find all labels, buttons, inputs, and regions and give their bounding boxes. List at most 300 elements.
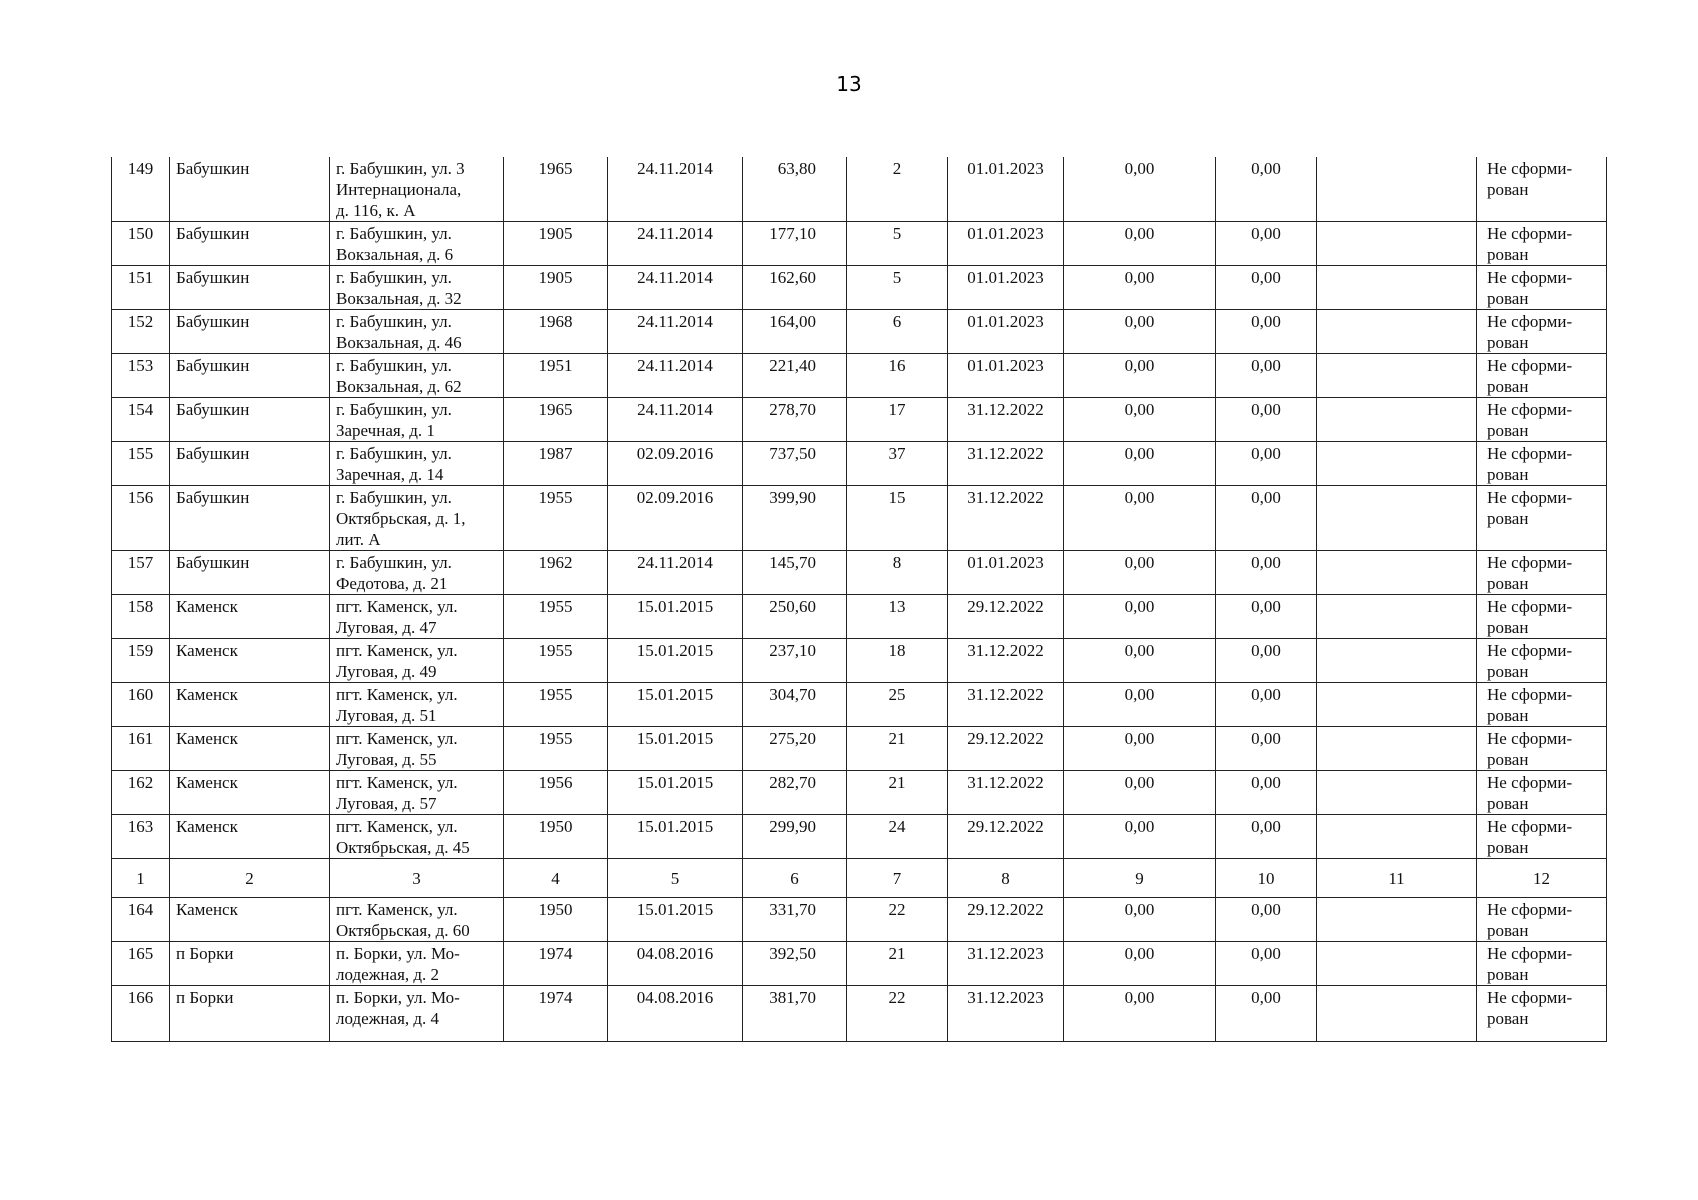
cell-recognition-date: 04.08.2016 (608, 942, 743, 986)
cell-settlement: Каменск (170, 683, 330, 727)
cell-col-11 (1317, 266, 1477, 310)
cell-col-10: 0,00 (1216, 551, 1317, 595)
cell-address-line: пгт. Каменск, ул. (336, 685, 458, 704)
cell-year-built: 1950 (504, 815, 608, 859)
cell-year-built: 1951 (504, 354, 608, 398)
cell-area: 392,50 (743, 942, 847, 986)
cell-year-built: 1955 (504, 727, 608, 771)
cell-col-10: 0,00 (1216, 815, 1317, 859)
table-body-part-1 (112, 157, 1607, 859)
cell-deadline: 29.12.2022 (948, 898, 1064, 942)
cell-status (1477, 266, 1607, 310)
cell-col-11 (1317, 639, 1477, 683)
cell-row-number: 160 (112, 683, 170, 727)
column-number: 8 (948, 859, 1064, 898)
cell-status-line: рован (1487, 750, 1529, 769)
cell-settlement: Бабушкин (170, 354, 330, 398)
cell-deadline: 01.01.2023 (948, 354, 1064, 398)
cell-address-line: Федотова, д. 21 (336, 574, 448, 593)
cell-address (330, 442, 504, 486)
cell-recognition-date: 02.09.2016 (608, 442, 743, 486)
cell-deadline: 31.12.2022 (948, 683, 1064, 727)
cell-row-number: 161 (112, 727, 170, 771)
cell-residents: 21 (847, 771, 948, 815)
cell-status (1477, 551, 1607, 595)
table-row (112, 310, 1607, 354)
housing-register-table (111, 157, 1607, 1042)
cell-status-line: Не сформи- (1487, 773, 1573, 792)
cell-residents: 21 (847, 727, 948, 771)
cell-status-line: рован (1487, 965, 1529, 984)
cell-deadline: 01.01.2023 (948, 266, 1064, 310)
cell-col-9: 0,00 (1064, 898, 1216, 942)
cell-address-line: пгт. Каменск, ул. (336, 729, 458, 748)
cell-col-9: 0,00 (1064, 354, 1216, 398)
cell-status-line: Не сформи- (1487, 685, 1573, 704)
cell-row-number: 151 (112, 266, 170, 310)
table-row (112, 551, 1607, 595)
cell-deadline: 31.12.2022 (948, 398, 1064, 442)
cell-col-9: 0,00 (1064, 266, 1216, 310)
cell-address (330, 595, 504, 639)
cell-year-built: 1905 (504, 266, 608, 310)
cell-status-line: Не сформи- (1487, 356, 1573, 375)
cell-area: 275,20 (743, 727, 847, 771)
cell-col-10: 0,00 (1216, 727, 1317, 771)
cell-status-line: рован (1487, 333, 1529, 352)
cell-status-line: Не сформи- (1487, 159, 1573, 178)
cell-col-10: 0,00 (1216, 442, 1317, 486)
cell-area: 162,60 (743, 266, 847, 310)
cell-address (330, 222, 504, 266)
cell-status-line: Не сформи- (1487, 817, 1573, 836)
cell-residents: 16 (847, 354, 948, 398)
cell-address-line: г. Бабушкин, ул. 3 (336, 159, 465, 178)
cell-status (1477, 595, 1607, 639)
cell-status-line: рован (1487, 662, 1529, 681)
cell-year-built: 1955 (504, 639, 608, 683)
cell-col-11 (1317, 310, 1477, 354)
cell-status-line: рован (1487, 421, 1529, 440)
cell-address (330, 398, 504, 442)
cell-col-11 (1317, 222, 1477, 266)
cell-status-line: Не сформи- (1487, 312, 1573, 331)
cell-address-line: пгт. Каменск, ул. (336, 641, 458, 660)
cell-settlement: Бабушкин (170, 310, 330, 354)
column-number: 5 (608, 859, 743, 898)
cell-status (1477, 398, 1607, 442)
cell-address (330, 486, 504, 551)
cell-residents: 17 (847, 398, 948, 442)
cell-area: 282,70 (743, 771, 847, 815)
cell-status-line: рован (1487, 245, 1529, 264)
cell-col-10: 0,00 (1216, 486, 1317, 551)
cell-col-10: 0,00 (1216, 771, 1317, 815)
cell-deadline: 31.12.2022 (948, 639, 1064, 683)
cell-status (1477, 898, 1607, 942)
cell-deadline: 31.12.2023 (948, 986, 1064, 1042)
cell-deadline: 31.12.2023 (948, 942, 1064, 986)
cell-deadline: 29.12.2022 (948, 815, 1064, 859)
cell-row-number: 156 (112, 486, 170, 551)
cell-residents: 22 (847, 986, 948, 1042)
cell-recognition-date: 02.09.2016 (608, 486, 743, 551)
cell-deadline: 31.12.2022 (948, 771, 1064, 815)
cell-recognition-date: 15.01.2015 (608, 683, 743, 727)
cell-area: 237,10 (743, 639, 847, 683)
cell-col-11 (1317, 771, 1477, 815)
cell-address (330, 157, 504, 222)
cell-address (330, 815, 504, 859)
cell-col-10: 0,00 (1216, 157, 1317, 222)
table-body-part-2 (112, 898, 1607, 1042)
cell-row-number: 158 (112, 595, 170, 639)
cell-settlement: Бабушкин (170, 486, 330, 551)
cell-deadline: 29.12.2022 (948, 595, 1064, 639)
cell-address-line: Октябрьская, д. 60 (336, 921, 470, 940)
cell-address-line: Луговая, д. 51 (336, 706, 437, 725)
cell-col-11 (1317, 551, 1477, 595)
cell-address-line: г. Бабушкин, ул. (336, 312, 452, 331)
cell-recognition-date: 24.11.2014 (608, 354, 743, 398)
table-row (112, 157, 1607, 222)
cell-col-9: 0,00 (1064, 986, 1216, 1042)
cell-address (330, 727, 504, 771)
cell-status (1477, 942, 1607, 986)
cell-col-11 (1317, 986, 1477, 1042)
cell-settlement: Каменск (170, 595, 330, 639)
cell-row-number: 162 (112, 771, 170, 815)
cell-settlement: Бабушкин (170, 442, 330, 486)
cell-deadline: 01.01.2023 (948, 551, 1064, 595)
column-number: 2 (170, 859, 330, 898)
cell-year-built: 1965 (504, 398, 608, 442)
cell-col-11 (1317, 157, 1477, 222)
cell-status (1477, 486, 1607, 551)
cell-col-10: 0,00 (1216, 986, 1317, 1042)
cell-address-line: пгт. Каменск, ул. (336, 773, 458, 792)
cell-residents: 15 (847, 486, 948, 551)
cell-col-9: 0,00 (1064, 157, 1216, 222)
cell-area: 177,10 (743, 222, 847, 266)
cell-recognition-date: 04.08.2016 (608, 986, 743, 1042)
column-number-row (112, 859, 1607, 898)
cell-year-built: 1955 (504, 683, 608, 727)
cell-recognition-date: 15.01.2015 (608, 639, 743, 683)
cell-deadline: 01.01.2023 (948, 310, 1064, 354)
cell-col-11 (1317, 815, 1477, 859)
cell-address-line: г. Бабушкин, ул. (336, 400, 452, 419)
cell-residents: 5 (847, 222, 948, 266)
column-number: 10 (1216, 859, 1317, 898)
table-row (112, 222, 1607, 266)
cell-status-line: рован (1487, 509, 1529, 528)
cell-year-built: 1955 (504, 486, 608, 551)
cell-address (330, 683, 504, 727)
cell-address-line: Заречная, д. 1 (336, 421, 435, 440)
cell-col-11 (1317, 898, 1477, 942)
cell-recognition-date: 24.11.2014 (608, 398, 743, 442)
table-row (112, 354, 1607, 398)
cell-col-10: 0,00 (1216, 222, 1317, 266)
cell-col-9: 0,00 (1064, 486, 1216, 551)
cell-area: 737,50 (743, 442, 847, 486)
cell-status-line: рован (1487, 1009, 1529, 1028)
cell-status-line: рован (1487, 794, 1529, 813)
column-number: 11 (1317, 859, 1477, 898)
cell-col-9: 0,00 (1064, 815, 1216, 859)
table-row (112, 442, 1607, 486)
cell-address-line: лодежная, д. 4 (336, 1009, 440, 1028)
table-row (112, 986, 1607, 1042)
cell-area: 221,40 (743, 354, 847, 398)
cell-col-10: 0,00 (1216, 595, 1317, 639)
cell-status-line: рован (1487, 465, 1529, 484)
cell-address (330, 639, 504, 683)
cell-area: 399,90 (743, 486, 847, 551)
table-row (112, 486, 1607, 551)
cell-status (1477, 683, 1607, 727)
cell-address (330, 310, 504, 354)
column-number-row-group (112, 859, 1607, 898)
cell-recognition-date: 24.11.2014 (608, 266, 743, 310)
cell-year-built: 1905 (504, 222, 608, 266)
cell-col-9: 0,00 (1064, 771, 1216, 815)
cell-address-line: г. Бабушкин, ул. (336, 224, 452, 243)
cell-year-built: 1987 (504, 442, 608, 486)
cell-address-line: лит. А (336, 530, 381, 549)
cell-address-line: Вокзальная, д. 32 (336, 289, 462, 308)
cell-col-11 (1317, 595, 1477, 639)
column-number: 7 (847, 859, 948, 898)
cell-col-10: 0,00 (1216, 310, 1317, 354)
cell-address-line: Луговая, д. 47 (336, 618, 437, 637)
cell-address-line: Октябрьская, д. 1, (336, 509, 466, 528)
cell-recognition-date: 24.11.2014 (608, 310, 743, 354)
cell-status (1477, 157, 1607, 222)
cell-status-line: Не сформи- (1487, 444, 1573, 463)
cell-address-line: Луговая, д. 57 (336, 794, 437, 813)
cell-col-9: 0,00 (1064, 639, 1216, 683)
cell-recognition-date: 15.01.2015 (608, 815, 743, 859)
cell-address-line: д. 116, к. А (336, 201, 416, 220)
cell-status-line: Не сформи- (1487, 268, 1573, 287)
cell-residents: 8 (847, 551, 948, 595)
cell-status (1477, 986, 1607, 1042)
cell-address-line: Луговая, д. 55 (336, 750, 437, 769)
cell-residents: 24 (847, 815, 948, 859)
cell-status-line: рован (1487, 180, 1529, 199)
cell-row-number: 159 (112, 639, 170, 683)
cell-col-11 (1317, 942, 1477, 986)
cell-col-10: 0,00 (1216, 898, 1317, 942)
cell-row-number: 164 (112, 898, 170, 942)
cell-year-built: 1974 (504, 986, 608, 1042)
column-number: 12 (1477, 859, 1607, 898)
cell-status (1477, 639, 1607, 683)
cell-address (330, 354, 504, 398)
cell-residents: 2 (847, 157, 948, 222)
cell-col-11 (1317, 442, 1477, 486)
table-row (112, 683, 1607, 727)
cell-recognition-date: 15.01.2015 (608, 771, 743, 815)
cell-settlement: Бабушкин (170, 266, 330, 310)
cell-address-line: Вокзальная, д. 46 (336, 333, 462, 352)
table-row (112, 639, 1607, 683)
cell-residents: 21 (847, 942, 948, 986)
cell-status-line: рован (1487, 618, 1529, 637)
cell-status (1477, 222, 1607, 266)
table-row (112, 898, 1607, 942)
cell-residents: 13 (847, 595, 948, 639)
cell-status-line: рован (1487, 838, 1529, 857)
cell-recognition-date: 15.01.2015 (608, 727, 743, 771)
table-row (112, 771, 1607, 815)
cell-status-line: рован (1487, 289, 1529, 308)
cell-address-line: Вокзальная, д. 62 (336, 377, 462, 396)
cell-col-10: 0,00 (1216, 639, 1317, 683)
cell-year-built: 1962 (504, 551, 608, 595)
cell-address-line: лодежная, д. 2 (336, 965, 440, 984)
cell-year-built: 1968 (504, 310, 608, 354)
cell-deadline: 31.12.2022 (948, 442, 1064, 486)
cell-col-9: 0,00 (1064, 683, 1216, 727)
table-row (112, 815, 1607, 859)
cell-row-number: 166 (112, 986, 170, 1042)
cell-address (330, 986, 504, 1042)
cell-address-line: Интернационала, (336, 180, 462, 199)
cell-area: 299,90 (743, 815, 847, 859)
cell-year-built: 1956 (504, 771, 608, 815)
cell-address-line: г. Бабушкин, ул. (336, 444, 452, 463)
cell-status-line: Не сформи- (1487, 224, 1573, 243)
cell-residents: 5 (847, 266, 948, 310)
cell-address-line: п. Борки, ул. Мо- (336, 944, 460, 963)
cell-settlement: Каменск (170, 771, 330, 815)
cell-status-line: Не сформи- (1487, 944, 1573, 963)
column-number: 1 (112, 859, 170, 898)
cell-status-line: Не сформи- (1487, 488, 1573, 507)
cell-address-line: пгт. Каменск, ул. (336, 900, 458, 919)
cell-area: 304,70 (743, 683, 847, 727)
cell-address-line: г. Бабушкин, ул. (336, 268, 452, 287)
cell-deadline: 29.12.2022 (948, 727, 1064, 771)
cell-status (1477, 815, 1607, 859)
cell-address-line: пгт. Каменск, ул. (336, 597, 458, 616)
cell-year-built: 1965 (504, 157, 608, 222)
cell-address-line: г. Бабушкин, ул. (336, 356, 452, 375)
cell-status-line: рован (1487, 574, 1529, 593)
cell-area: 164,00 (743, 310, 847, 354)
cell-status-line: рован (1487, 377, 1529, 396)
cell-settlement: Каменск (170, 639, 330, 683)
cell-row-number: 163 (112, 815, 170, 859)
cell-status-line: рован (1487, 706, 1529, 725)
cell-recognition-date: 24.11.2014 (608, 157, 743, 222)
cell-status-line: Не сформи- (1487, 641, 1573, 660)
cell-settlement: п Борки (170, 986, 330, 1042)
table-row (112, 398, 1607, 442)
cell-area: 250,60 (743, 595, 847, 639)
cell-address-line: Заречная, д. 14 (336, 465, 444, 484)
cell-row-number: 165 (112, 942, 170, 986)
cell-address-line: пгт. Каменск, ул. (336, 817, 458, 836)
cell-status-line: Не сформи- (1487, 597, 1573, 616)
cell-year-built: 1955 (504, 595, 608, 639)
cell-address-line: Луговая, д. 49 (336, 662, 437, 681)
cell-settlement: Каменск (170, 815, 330, 859)
cell-address (330, 898, 504, 942)
cell-status (1477, 727, 1607, 771)
cell-status-line: Не сформи- (1487, 400, 1573, 419)
cell-col-9: 0,00 (1064, 310, 1216, 354)
column-number: 9 (1064, 859, 1216, 898)
cell-row-number: 152 (112, 310, 170, 354)
cell-address-line: Вокзальная, д. 6 (336, 245, 454, 264)
cell-settlement: Каменск (170, 898, 330, 942)
cell-address (330, 942, 504, 986)
cell-deadline: 31.12.2022 (948, 486, 1064, 551)
cell-col-9: 0,00 (1064, 727, 1216, 771)
cell-residents: 25 (847, 683, 948, 727)
cell-col-11 (1317, 727, 1477, 771)
cell-address (330, 551, 504, 595)
cell-address (330, 266, 504, 310)
cell-area: 331,70 (743, 898, 847, 942)
cell-settlement: Бабушкин (170, 398, 330, 442)
cell-address-line: Октябрьская, д. 45 (336, 838, 470, 857)
cell-col-10: 0,00 (1216, 354, 1317, 398)
cell-col-10: 0,00 (1216, 398, 1317, 442)
column-number: 6 (743, 859, 847, 898)
table-row (112, 595, 1607, 639)
cell-col-11 (1317, 354, 1477, 398)
cell-status-line: Не сформи- (1487, 900, 1573, 919)
cell-col-10: 0,00 (1216, 683, 1317, 727)
cell-recognition-date: 24.11.2014 (608, 222, 743, 266)
cell-address-line: г. Бабушкин, ул. (336, 553, 452, 572)
cell-col-11 (1317, 683, 1477, 727)
cell-status (1477, 354, 1607, 398)
cell-settlement: Бабушкин (170, 157, 330, 222)
cell-status-line: Не сформи- (1487, 988, 1573, 1007)
cell-residents: 18 (847, 639, 948, 683)
cell-status (1477, 310, 1607, 354)
cell-col-9: 0,00 (1064, 442, 1216, 486)
cell-row-number: 149 (112, 157, 170, 222)
cell-row-number: 150 (112, 222, 170, 266)
column-number: 3 (330, 859, 504, 898)
cell-recognition-date: 24.11.2014 (608, 551, 743, 595)
cell-status (1477, 771, 1607, 815)
cell-settlement: Бабушкин (170, 551, 330, 595)
cell-area: 278,70 (743, 398, 847, 442)
cell-col-11 (1317, 486, 1477, 551)
cell-col-11 (1317, 398, 1477, 442)
column-number: 4 (504, 859, 608, 898)
cell-col-9: 0,00 (1064, 551, 1216, 595)
cell-col-10: 0,00 (1216, 266, 1317, 310)
cell-year-built: 1950 (504, 898, 608, 942)
cell-col-9: 0,00 (1064, 595, 1216, 639)
cell-settlement: Каменск (170, 727, 330, 771)
cell-settlement: Бабушкин (170, 222, 330, 266)
cell-year-built: 1974 (504, 942, 608, 986)
cell-area: 381,70 (743, 986, 847, 1042)
cell-recognition-date: 15.01.2015 (608, 595, 743, 639)
cell-status (1477, 442, 1607, 486)
cell-address (330, 771, 504, 815)
